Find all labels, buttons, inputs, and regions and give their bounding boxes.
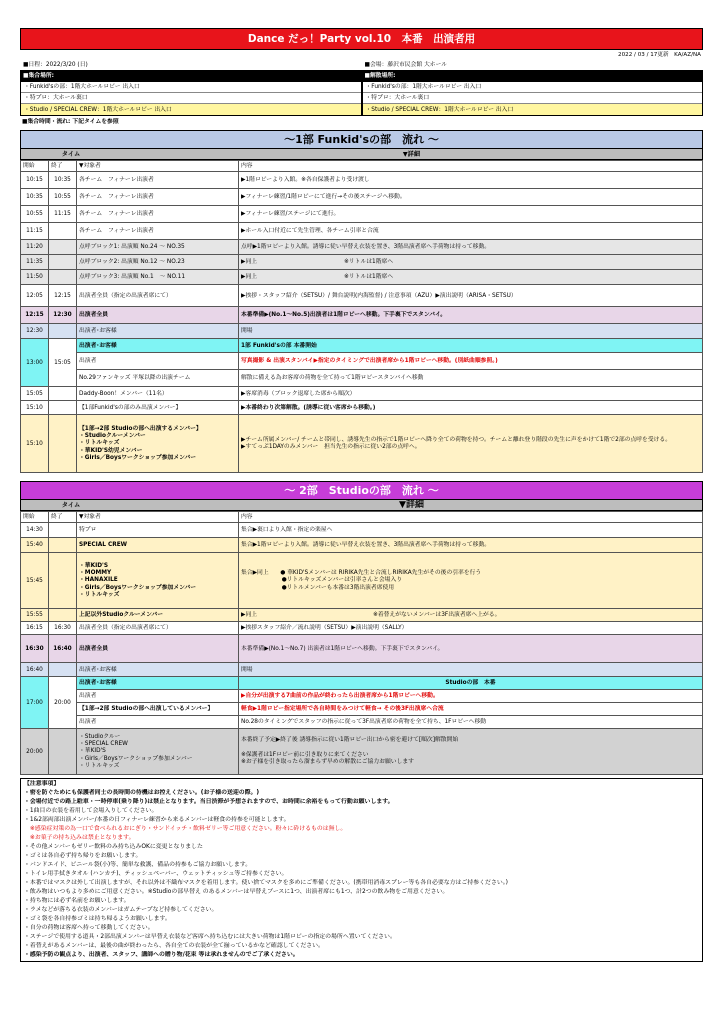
gather-label: ■集合場所: bbox=[20, 70, 362, 81]
table-row: 15:40 SPECIAL CREW 集合▶1階ロビーより入館。誘導に従い早替え衣装を置き、3階出演者席へ手荷物は持って移動。 bbox=[21, 538, 703, 553]
document-title: Dance だっ！Party vol.10 本番 出演者用 bbox=[20, 28, 703, 50]
note-item: ・トイレ用手拭きタオル (ハンカチ)、ティッシュペーパー、ウェットティッシュ等ご持参ください。 bbox=[24, 871, 288, 878]
col-start: 開始 bbox=[21, 161, 49, 172]
table-row: 15:55 上記以外Studioクルーメンバー ▶同上 ※着替えがないメンバーは3F出演者席へ上がる。 bbox=[21, 609, 703, 622]
note-item: ・その他メンバーもゼリー飲料のみ持ち込みOKに変更となりました bbox=[24, 844, 203, 851]
updated-note: 2022 / 03 / 17更新 KA/AZ/NA bbox=[618, 52, 701, 58]
table-row: 20:00 ・Studioクルー ・SPECIAL CREW ・華KID'S ・Girls／Boysワークショップ参加メンバー ・リトルキッズ 本番終了予定▶終了後 誘導指示に従い1階ロビー出口から密を避けて[順次]解散開始 ※保護者は1Fロビー前に引き取りに来てください ※お子様を引き取ったら溜まらず早めの解散にご協力お願いします bbox=[21, 729, 703, 775]
col-content: 内容 bbox=[239, 161, 703, 172]
note-item: ・ラメなどが落ちる衣装のメンバーはガムテープなど持参してください。 bbox=[24, 906, 218, 913]
note-item: ・1曲目の衣装を着用して会場入りしてください。 bbox=[24, 808, 158, 815]
part1-table bbox=[20, 160, 703, 473]
table-row: 12:15 12:30 出演者全員 本番準備▶(No.1〜No.5)出演者は1階ロビーへ移動。下手裏下でスタンバイ。 bbox=[21, 307, 703, 324]
part2-subheader bbox=[20, 500, 703, 511]
table-row: 16:30 16:40 出演者全員 本番準備▶(No.1〜No.7) 出演者は1階ロビーへ移動。下手裏下でスタンバイ。 bbox=[21, 635, 703, 663]
part1-subheader bbox=[20, 149, 703, 160]
table-row: 10:15 10:35 各チーム フィナーレ出演者 ▶1階ロビーより入館。※各自保護者より受け渡し bbox=[21, 172, 703, 189]
event-date: ■日程：2022/3/20 (日) bbox=[23, 61, 88, 68]
note-item: ・ゴミ袋を各自持参ゴミは持ち帰るようお願いします。 bbox=[24, 915, 171, 922]
table-row: 【1部→2部 Studioの部へ出演しているメンバー】 軽食▶1階ロビー指定場所で各自時間をみつけて軽食→ その後3F出演席へ合流 bbox=[21, 703, 703, 716]
note-item: ・1&2部両部出演メンバー/本番の日フィナーレ練習から来るメンバーは軽食の持参を可能とします。 bbox=[24, 817, 290, 824]
note-item: ・本番ではマスクは外して出演しますが、それ以外は不織布マスクを着用します。使い捨てマスクを多めにご準備ください。(携帯用消毒スプレー等も各自必要な方はご持参ください。) bbox=[24, 880, 508, 887]
dismiss-label: ■解散場所: bbox=[362, 70, 704, 81]
gather-time-note: ■集合時間・流れ: 下記タイムを参照 bbox=[22, 118, 119, 125]
col-end: 終了 bbox=[49, 512, 77, 523]
col-target: ▼対象者 bbox=[77, 161, 239, 172]
table-row: 12:05 12:15 出演者全員（指定の出演者席にて） ▶挨拶・スタッフ紹介（SETSU）/ 舞台説明(内海監督) / 注意事項（AZU）▶演出説明（ARISA・SETSU） bbox=[21, 285, 703, 307]
table-row: 12:30 出演者･お客様 開場 bbox=[21, 324, 703, 339]
note-item: ・ゴミは各自必ず持ち帰りをお願いします。 bbox=[24, 853, 142, 860]
gather-item: ・特プロ：大ホール裏口 bbox=[21, 93, 361, 104]
col-content: 内容 bbox=[239, 512, 703, 523]
gather-item: ・Studio / SPECIAL CREW：1階大ホールロビー 出入口 bbox=[21, 104, 361, 115]
info-left bbox=[20, 59, 362, 116]
table-row: 出演者 No.28のタイミングでスタッフの指示に従って3F出演者席の荷物を全て持ち、1Fロビーへ移動 bbox=[21, 716, 703, 729]
note-item: ・会場付近での路上駐車・一時停車(乗り降り)は禁止となります。当日渋滞が予想されますので、お時間に余裕をもって行動お願いします。 bbox=[24, 799, 394, 806]
note-item: ・感染予防の観点より、出演者、スタッフ、講師への贈り物/花束 等は承れませんのでご了承ください。 bbox=[24, 951, 299, 958]
col-target: ▼対象者 bbox=[77, 512, 239, 523]
note-item: ・着替えがあるメンバーは、最後の曲が終わったら、各自全ての衣装が全て揃っているかなど確認してください。 bbox=[24, 942, 324, 949]
table-row: 14:30 特プロ 集合▶裏口より入館・指定の楽屋へ bbox=[21, 523, 703, 538]
table-header-row bbox=[21, 512, 703, 523]
part2-table bbox=[20, 511, 703, 775]
dismiss-item: ・Funkid'sの部：1階大ホールロビー 出入口 bbox=[363, 82, 703, 93]
table-row: 15:10 【1部→2部 Studioの部へ出演するメンバー】 ・Studioクルーメンバー ・リトルキッズ ・華KID'S幼児メンバー ・Girls／Boysワークショップ参加メンバー ▶チーム所属メンバー/ チームと帯同し、誘導先生の指示で1階ロビーへ降り全ての荷物を持つ。チームと離れ登り階段の先生に声をかけて1階で2部の点呼を受ける。 ▶すてっぷ1DAYのみメンバー 担当先生の指示に従い2部の点呼へ。 bbox=[21, 415, 703, 473]
table-row: 11:15 各チーム フィナーレ出演者 ▶ホール入口付近にて先生管理、各チーム引率と合流 bbox=[21, 223, 703, 240]
time-label: タイム bbox=[61, 501, 81, 509]
note-item: ・自分の荷物は客席へ持って移動してください。 bbox=[24, 924, 154, 931]
part1-heading: 〜1部 Funkid'sの部 流れ 〜 bbox=[20, 130, 703, 149]
table-row: 15:10 【1部Funkid'sの部のみ出演メンバー】 ▶本番終わり次第解散。(誘導に従い客席から移動。) bbox=[21, 401, 703, 415]
col-end: 終了 bbox=[49, 161, 77, 172]
part2-heading: 〜 2部 Studioの部 流れ 〜 bbox=[20, 481, 703, 500]
table-row: 出演者 写真撮影 & 出演スタンバイ▶指定のタイミングで出演者席から1階ロビーへ移動。(別紙曲順参照。) bbox=[21, 353, 703, 370]
notes-box bbox=[20, 778, 703, 961]
note-item: ・ステージで使用する道具・2部出演メンバーは早替え衣装など客席へ持ち込むには大きい荷物は1階ロビーの指定の場所へ置いてください。 bbox=[24, 933, 396, 940]
gather-item: ・Funkid'sの部：1階大ホールロビー 出入口 bbox=[21, 82, 361, 93]
table-row: No.29ファンキッズ 平塚以降の出演チーム 解散に備える為お客席の荷物を全て持って1階ロビースタンバイへ移動 bbox=[21, 370, 703, 387]
table-row: 15:45 ・華KID'S ・MOMMY ・HANAXILE ・Girls／Boysワークショップ参加メンバー ・リトルキッズ 集合▶同上 ● 華KID'Sメンバーは RIRIKA先生と合流しRIRIKA先生がその後の引率を行う ●リトルキッズメンバーは引率さんと会場入り ●リトルメンバーも本番は3階出演者席使用 bbox=[21, 553, 703, 609]
schedule-sheet bbox=[20, 28, 703, 962]
time-label: タイム bbox=[61, 150, 81, 158]
table-row: 17:00 20:00 出演者･お客様 Studioの部 本番 bbox=[21, 677, 703, 690]
dismiss-list bbox=[362, 81, 704, 116]
table-row: 出演者 ▶自分が出演する7曲前の作品が終わったら出演者席から1階ロビーへ移動。 bbox=[21, 690, 703, 703]
info-block bbox=[20, 59, 703, 116]
note-item: ・持ち物には必ず名前をお願いします。 bbox=[24, 898, 130, 905]
table-row: 16:15 16:30 出演者全員（指定の出演者席にて） ▶挨拶スタッフ紹介／流れ説明（SETSU）▶演出説明（SALLY） bbox=[21, 622, 703, 635]
note-item: ・密を防ぐためにも保護者同士の長時間の待機はお控えください。(お子様の送迎の際。) bbox=[24, 790, 260, 797]
detail-label: ▼詳細 bbox=[399, 500, 424, 511]
info-right bbox=[362, 59, 704, 116]
dismiss-item: ・特プロ：大ホール裏口 bbox=[363, 93, 703, 104]
note-item: ・バンドエイド、ビニール袋(小)等、簡単な救護、備品の持参もご協力お願いします。 bbox=[24, 862, 252, 869]
note-item: ※お菓子の持ち込みは禁止となります。 bbox=[24, 835, 135, 842]
note-item: ・飲み物はいつもより多めにご用意ください。※Studioの部早替え のあるメンバーは早替えブースに1つ、出演者席にも1つ、計2つの飲み物をご用意ください。 bbox=[24, 889, 449, 896]
note-item: ※感染症対策の為一口で食べられるおにぎり・サンドイッチ・飲料ゼリー等ご用意ください。粉々に砕けるものは無し。 bbox=[24, 826, 347, 833]
venue: ■会場：藤沢市民会館 大ホール bbox=[364, 61, 448, 68]
table-row: 11:50 点呼ブロック3: 出演順 No.1 〜 NO.11 ▶同上 ※リトルは1階席へ bbox=[21, 270, 703, 285]
table-row: 15:05 Daddy-Boon！メンバー（11名） ▶客席消毒（ブロック退席した席から順次） bbox=[21, 387, 703, 401]
notes-title: 【注意事項】 bbox=[24, 781, 60, 788]
col-start: 開始 bbox=[21, 512, 49, 523]
gather-list bbox=[20, 81, 362, 116]
table-header-row bbox=[21, 161, 703, 172]
detail-label: ▼詳細 bbox=[402, 150, 421, 158]
table-row: 16:40 出演者･お客様 開場 bbox=[21, 663, 703, 677]
table-row: 11:35 点呼ブロック2: 出演順 No.12 〜 NO.23 ▶同上 ※リトルは1階席へ bbox=[21, 255, 703, 270]
table-row: 11:20 点呼ブロック1: 出演順 No.24 〜 NO.35 点呼▶1階ロビーより入館。誘導に従い早替え衣装を置き、3階出演者席へ手荷物は持って移動。 bbox=[21, 240, 703, 255]
table-row: 13:00 15:05 出演者･お客様 1部 Funkid'sの部 本番開始 bbox=[21, 339, 703, 353]
dismiss-item: ・Studio / SPECIAL CREW：1階大ホールロビー 出入口 bbox=[363, 104, 703, 115]
table-row: 10:35 10:55 各チーム フィナーレ出演者 ▶フィナーレ練習/1階ロビーにて進行→その後ステージへ移動。 bbox=[21, 189, 703, 206]
table-row: 10:55 11:15 各チーム フィナーレ出演者 ▶フィナーレ練習/ステージにて進行。 bbox=[21, 206, 703, 223]
